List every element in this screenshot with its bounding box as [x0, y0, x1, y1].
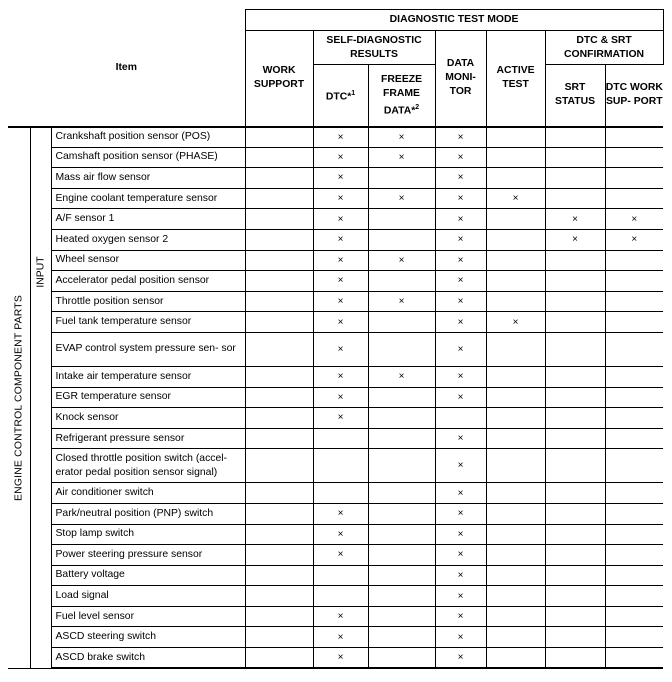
- data-monitor-cell: ×: [435, 586, 486, 607]
- dtc-work-support-cell: [605, 449, 663, 483]
- freeze-frame-cell: [368, 524, 435, 545]
- active-test-cell: [486, 428, 545, 449]
- table-row: [8, 428, 663, 449]
- dtc-cell: ×: [313, 332, 368, 366]
- table-row: [8, 387, 663, 408]
- data-monitor-cell: ×: [435, 229, 486, 250]
- data-monitor-cell: ×: [435, 387, 486, 408]
- active-test-cell: [486, 483, 545, 504]
- dtc-work-support-cell: [605, 250, 663, 271]
- dtc-cell: [313, 428, 368, 449]
- freeze-frame-cell: [368, 606, 435, 627]
- freeze-frame-footnote-mark: 2: [415, 103, 420, 111]
- category-label: ENGINE CONTROL COMPONENT PARTS: [8, 127, 30, 669]
- diagnostic-test-mode-header: DIAGNOSTIC TEST MODE: [245, 10, 663, 31]
- table-row: [8, 524, 663, 545]
- dtc-cell: ×: [313, 291, 368, 312]
- self-diagnostic-results-header: SELF-DIAGNOSTIC RESULTS: [313, 31, 435, 65]
- freeze-frame-cell: [368, 168, 435, 189]
- srt-status-header: SRT STATUS: [545, 65, 605, 127]
- work-support-cell: [245, 127, 313, 148]
- srt-status-cell: ×: [545, 209, 605, 230]
- freeze-frame-cell: [368, 387, 435, 408]
- dtc-work-support-cell: [605, 127, 663, 148]
- dtc-work-support-cell: [605, 586, 663, 607]
- freeze-frame-cell: [368, 428, 435, 449]
- dtc-work-support-cell: [605, 565, 663, 586]
- item-name-cell: A/F sensor 1: [51, 209, 245, 230]
- active-test-cell: [486, 627, 545, 648]
- item-name-cell: ASCD brake switch: [51, 648, 245, 669]
- active-test-header: ACTIVE TEST: [486, 31, 545, 127]
- work-support-cell: [245, 387, 313, 408]
- freeze-frame-cell: ×: [368, 147, 435, 168]
- data-monitor-cell: ×: [435, 627, 486, 648]
- table-row: [8, 627, 663, 648]
- freeze-frame-data-header: FREEZE FRAME DATA*$^2$: [368, 65, 435, 127]
- srt-status-cell: [545, 147, 605, 168]
- item-name-cell: Knock sensor: [51, 408, 245, 429]
- active-test-cell: [486, 366, 545, 387]
- item-name-cell: EVAP control system pressure sen- sor: [51, 332, 245, 366]
- work-support-cell: [245, 229, 313, 250]
- srt-status-cell: [545, 545, 605, 566]
- dtc-work-support-cell: [605, 168, 663, 189]
- active-test-cell: [486, 271, 545, 292]
- freeze-frame-cell: [368, 229, 435, 250]
- data-monitor-cell: ×: [435, 606, 486, 627]
- work-support-cell: [245, 209, 313, 230]
- item-name-cell: Load signal: [51, 586, 245, 607]
- dtc-work-support-cell: [605, 545, 663, 566]
- dtc-cell: ×: [313, 387, 368, 408]
- srt-status-cell: [545, 483, 605, 504]
- srt-status-cell: [545, 271, 605, 292]
- active-test-cell: [486, 545, 545, 566]
- work-support-cell: [245, 524, 313, 545]
- active-test-cell: [486, 147, 545, 168]
- dtc-cell: ×: [313, 606, 368, 627]
- item-name-cell: Heated oxygen sensor 2: [51, 229, 245, 250]
- data-monitor-cell: ×: [435, 366, 486, 387]
- dtc-cell: ×: [313, 209, 368, 230]
- data-monitor-cell: [435, 408, 486, 429]
- table-row: [8, 250, 663, 271]
- freeze-frame-cell: [368, 209, 435, 230]
- item-name-cell: Engine coolant temperature sensor: [51, 188, 245, 209]
- active-test-cell: [486, 168, 545, 189]
- table-row: [8, 188, 663, 209]
- dtc-work-support-cell: ×: [605, 229, 663, 250]
- dtc-work-support-cell: [605, 408, 663, 429]
- dtc-header: DTC*$^1$: [313, 65, 368, 127]
- freeze-frame-cell: [368, 627, 435, 648]
- data-monitor-cell: ×: [435, 312, 486, 333]
- active-test-cell: [486, 586, 545, 607]
- active-test-cell: [486, 524, 545, 545]
- dtc-cell: ×: [313, 545, 368, 566]
- data-monitor-cell: ×: [435, 503, 486, 524]
- srt-status-cell: [545, 408, 605, 429]
- dtc-work-support-cell: [605, 428, 663, 449]
- work-support-cell: [245, 366, 313, 387]
- data-monitor-cell: ×: [435, 147, 486, 168]
- dtc-work-support-header: DTC WORK SUP- PORT: [605, 65, 663, 127]
- dtc-cell: ×: [313, 188, 368, 209]
- dtc-cell: ×: [313, 250, 368, 271]
- srt-status-cell: [545, 627, 605, 648]
- freeze-frame-cell: ×: [368, 250, 435, 271]
- data-monitor-cell: ×: [435, 188, 486, 209]
- work-support-cell: [245, 188, 313, 209]
- dtc-work-support-cell: [605, 503, 663, 524]
- table-row: [8, 545, 663, 566]
- data-monitor-cell: ×: [435, 271, 486, 292]
- item-name-cell: Closed throttle position switch (accel- erator pedal position sensor signal): [51, 449, 245, 483]
- srt-status-cell: [545, 524, 605, 545]
- freeze-frame-cell: [368, 545, 435, 566]
- table-row: [8, 332, 663, 366]
- item-name-cell: Throttle position sensor: [51, 291, 245, 312]
- dtc-cell: ×: [313, 648, 368, 669]
- freeze-frame-cell: [368, 271, 435, 292]
- table-row: [8, 127, 663, 148]
- active-test-cell: [486, 449, 545, 483]
- active-test-cell: [486, 503, 545, 524]
- freeze-frame-cell: [368, 408, 435, 429]
- work-support-cell: [245, 168, 313, 189]
- dtc-cell: ×: [313, 524, 368, 545]
- work-support-cell: [245, 503, 313, 524]
- freeze-frame-cell: [368, 483, 435, 504]
- work-support-cell: [245, 291, 313, 312]
- dtc-cell: [313, 483, 368, 504]
- srt-status-cell: [545, 586, 605, 607]
- active-test-cell: [486, 332, 545, 366]
- work-support-cell: [245, 648, 313, 669]
- work-support-cell: [245, 586, 313, 607]
- dtc-work-support-cell: [605, 332, 663, 366]
- work-support-cell: [245, 606, 313, 627]
- srt-status-cell: [545, 312, 605, 333]
- work-support-cell: [245, 147, 313, 168]
- item-name-cell: Stop lamp switch: [51, 524, 245, 545]
- item-header: Item: [8, 10, 245, 127]
- freeze-frame-cell: [368, 449, 435, 483]
- active-test-cell: [486, 127, 545, 148]
- freeze-frame-cell: ×: [368, 366, 435, 387]
- dtc-work-support-cell: [605, 627, 663, 648]
- item-name-cell: Fuel level sensor: [51, 606, 245, 627]
- diagnostic-mode-table: [8, 9, 664, 669]
- table-row: [8, 565, 663, 586]
- item-name-cell: Power steering pressure sensor: [51, 545, 245, 566]
- work-support-cell: [245, 312, 313, 333]
- table-row: [8, 606, 663, 627]
- data-monitor-cell: ×: [435, 291, 486, 312]
- table-row: [8, 291, 663, 312]
- dtc-cell: ×: [313, 312, 368, 333]
- dtc-cell: ×: [313, 408, 368, 429]
- active-test-cell: ×: [486, 188, 545, 209]
- work-support-cell: [245, 250, 313, 271]
- item-name-cell: Camshaft position sensor (PHASE): [51, 147, 245, 168]
- table-row: [8, 271, 663, 292]
- srt-status-cell: [545, 366, 605, 387]
- dtc-work-support-cell: [605, 606, 663, 627]
- freeze-frame-cell: [368, 565, 435, 586]
- table-row: [8, 503, 663, 524]
- active-test-cell: ×: [486, 312, 545, 333]
- work-support-cell: [245, 627, 313, 648]
- srt-status-cell: [545, 188, 605, 209]
- table-row: [8, 586, 663, 607]
- work-support-cell: [245, 271, 313, 292]
- work-support-cell: [245, 449, 313, 483]
- dtc-work-support-cell: [605, 312, 663, 333]
- work-support-cell: [245, 545, 313, 566]
- data-monitor-cell: ×: [435, 545, 486, 566]
- table-row: [8, 229, 663, 250]
- dtc-cell: [313, 586, 368, 607]
- freeze-frame-cell: ×: [368, 291, 435, 312]
- item-name-cell: EGR temperature sensor: [51, 387, 245, 408]
- item-name-cell: Fuel tank temperature sensor: [51, 312, 245, 333]
- freeze-frame-cell: [368, 332, 435, 366]
- srt-status-cell: [545, 449, 605, 483]
- freeze-frame-cell: [368, 312, 435, 333]
- dtc-srt-confirmation-header: DTC & SRT CONFIRMATION: [545, 31, 663, 65]
- srt-status-cell: ×: [545, 229, 605, 250]
- active-test-cell: [486, 209, 545, 230]
- data-monitor-header: DATA MONI- TOR: [435, 31, 486, 127]
- dtc-work-support-cell: [605, 524, 663, 545]
- item-name-cell: Intake air temperature sensor: [51, 366, 245, 387]
- active-test-cell: [486, 250, 545, 271]
- dtc-cell: [313, 449, 368, 483]
- dtc-cell: ×: [313, 229, 368, 250]
- dtc-footnote-mark: 1: [351, 89, 356, 97]
- dtc-work-support-cell: [605, 366, 663, 387]
- item-name-cell: Air conditioner switch: [51, 483, 245, 504]
- table-row: [8, 449, 663, 483]
- srt-status-cell: [545, 648, 605, 669]
- dtc-work-support-cell: [605, 271, 663, 292]
- data-monitor-cell: ×: [435, 250, 486, 271]
- srt-status-cell: [545, 127, 605, 148]
- dtc-work-support-cell: [605, 483, 663, 504]
- data-monitor-cell: ×: [435, 524, 486, 545]
- item-name-cell: Wheel sensor: [51, 250, 245, 271]
- dtc-cell: ×: [313, 147, 368, 168]
- srt-status-cell: [545, 250, 605, 271]
- freeze-frame-cell: ×: [368, 127, 435, 148]
- dtc-cell: ×: [313, 127, 368, 148]
- srt-status-cell: [545, 503, 605, 524]
- work-support-cell: [245, 408, 313, 429]
- table-row: [8, 209, 663, 230]
- active-test-cell: [486, 387, 545, 408]
- srt-status-cell: [545, 428, 605, 449]
- work-support-cell: [245, 332, 313, 366]
- table-row: [8, 483, 663, 504]
- dtc-cell: [313, 565, 368, 586]
- srt-status-cell: [545, 291, 605, 312]
- srt-status-cell: [545, 565, 605, 586]
- data-monitor-cell: ×: [435, 428, 486, 449]
- srt-status-cell: [545, 168, 605, 189]
- data-monitor-cell: ×: [435, 168, 486, 189]
- table-body: [8, 127, 663, 669]
- active-test-cell: [486, 648, 545, 669]
- table-row: [8, 408, 663, 429]
- active-test-cell: [486, 408, 545, 429]
- dtc-cell: ×: [313, 271, 368, 292]
- dtc-work-support-cell: [605, 648, 663, 669]
- dtc-cell: ×: [313, 627, 368, 648]
- active-test-cell: [486, 565, 545, 586]
- data-monitor-cell: ×: [435, 483, 486, 504]
- data-monitor-cell: ×: [435, 332, 486, 366]
- data-monitor-cell: ×: [435, 648, 486, 669]
- data-monitor-cell: ×: [435, 449, 486, 483]
- item-name-cell: Refrigerant pressure sensor: [51, 428, 245, 449]
- dtc-work-support-cell: ×: [605, 209, 663, 230]
- dtc-cell: ×: [313, 168, 368, 189]
- srt-status-cell: [545, 332, 605, 366]
- dtc-work-support-cell: [605, 387, 663, 408]
- work-support-header: WORK SUPPORT: [245, 31, 313, 127]
- dtc-work-support-cell: [605, 291, 663, 312]
- freeze-frame-cell: [368, 648, 435, 669]
- data-monitor-cell: ×: [435, 127, 486, 148]
- active-test-cell: [486, 291, 545, 312]
- table-row: [8, 648, 663, 669]
- table-row: [8, 168, 663, 189]
- work-support-cell: [245, 483, 313, 504]
- table-row: [8, 366, 663, 387]
- dtc-work-support-cell: [605, 147, 663, 168]
- item-name-cell: Park/neutral position (PNP) switch: [51, 503, 245, 524]
- dtc-cell: ×: [313, 503, 368, 524]
- dtc-work-support-cell: [605, 188, 663, 209]
- item-name-cell: Accelerator pedal position sensor: [51, 271, 245, 292]
- work-support-cell: [245, 428, 313, 449]
- item-name-cell: Crankshaft position sensor (POS): [51, 127, 245, 148]
- active-test-cell: [486, 229, 545, 250]
- table-row: [8, 147, 663, 168]
- item-name-cell: Mass air flow sensor: [51, 168, 245, 189]
- item-name-cell: Battery voltage: [51, 565, 245, 586]
- item-name-cell: ASCD steering switch: [51, 627, 245, 648]
- srt-status-cell: [545, 387, 605, 408]
- work-support-cell: [245, 565, 313, 586]
- table-row: [8, 312, 663, 333]
- data-monitor-cell: ×: [435, 209, 486, 230]
- srt-status-cell: [545, 606, 605, 627]
- freeze-frame-cell: [368, 586, 435, 607]
- freeze-frame-cell: [368, 503, 435, 524]
- subcategory-label: INPUT: [30, 127, 51, 669]
- dtc-cell: ×: [313, 366, 368, 387]
- data-monitor-cell: ×: [435, 565, 486, 586]
- freeze-frame-cell: ×: [368, 188, 435, 209]
- active-test-cell: [486, 606, 545, 627]
